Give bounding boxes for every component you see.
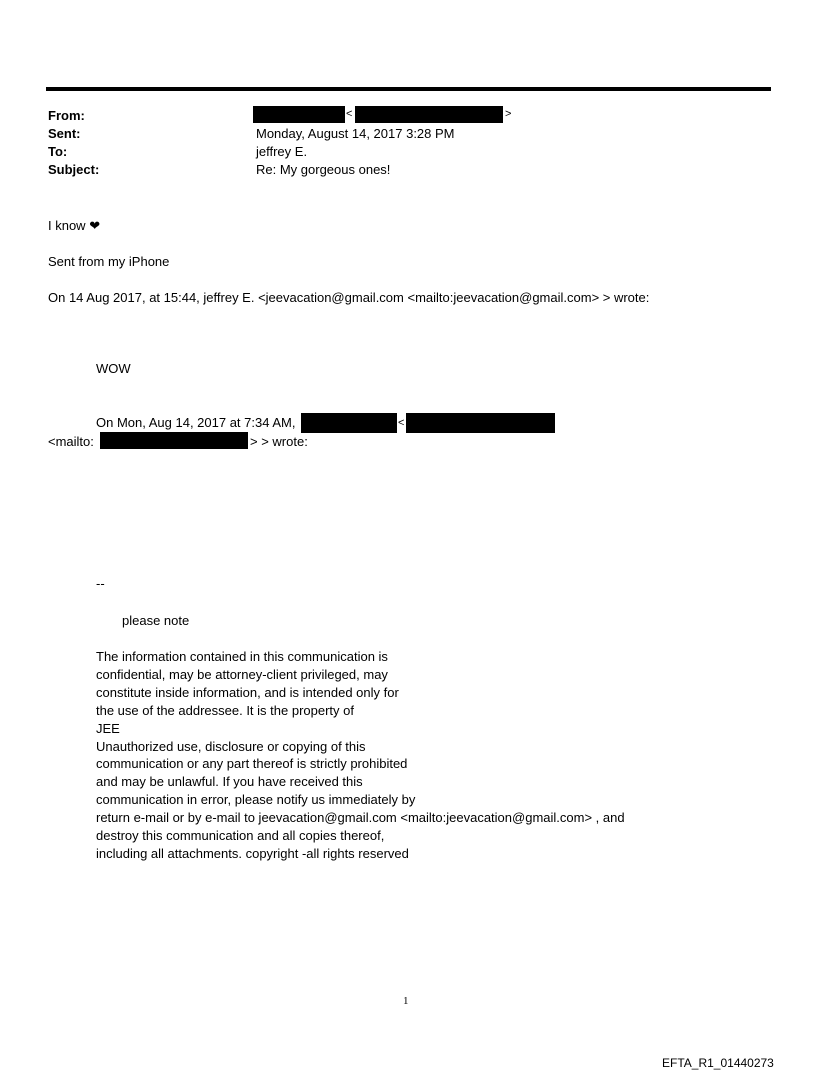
notice-line: communication in error, please notify us immediately by [96,792,416,808]
sent-value: Monday, August 14, 2017 3:28 PM [256,126,455,141]
quote2-angle-open: < [398,417,405,429]
notice-line: constitute inside information, and is intended only for [96,684,399,700]
quote-header-2: On Mon, Aug 14, 2017 at 7:34 AM, [96,415,296,430]
redacted-email-2 [406,413,555,433]
body-text: I know [48,218,86,233]
from-label: From: [48,108,85,123]
subject-label: Subject: [48,162,100,177]
heart-icon: ❤ [89,218,101,233]
redacted-sender-name [253,106,345,123]
signature-separator: -- [96,576,105,591]
from-angle-close: > [505,108,512,120]
quote2-mailto: <mailto: [48,434,94,449]
quote2-wrote: > > wrote: [250,434,308,449]
redacted-name-2 [301,413,397,433]
header-divider [46,87,771,91]
redacted-email-3 [100,432,248,449]
signature-line: Sent from my iPhone [48,254,170,269]
confidentiality-notice [96,648,625,863]
page-number: 1 [403,995,409,1007]
quoted-wow: WOW [96,361,131,376]
redacted-sender-email [355,106,503,123]
please-note: please note [122,613,190,628]
notice-line: confidential, may be attorney-client privileged, may [96,666,388,682]
notice-line: communication or any part thereof is strictly prohibited [96,756,408,772]
notice-line: including all attachments. copyright -all rights reserved [96,845,409,861]
sent-label: Sent: [48,126,81,141]
document-id: EFTA_R1_01440273 [662,1056,774,1070]
notice-line: return e-mail or by e-mail to jeevacation@gmail.com <mailto:jeevacation@gmail.com> , and [96,810,625,826]
notice-line: Unauthorized use, disclosure or copying of this [96,738,366,754]
notice-line: JEE [96,720,120,736]
to-label: To: [48,144,68,159]
notice-line: destroy this communication and all copies thereof, [96,828,385,844]
quote-header-1: On 14 Aug 2017, at 15:44, jeffrey E. <jeevacation@gmail.com <mailto:jeevacation@gmail.com> > wrote: [48,290,650,305]
subject-value: Re: My gorgeous ones! [256,162,391,177]
notice-line: the use of the addressee. It is the property of [96,702,354,718]
to-value: jeffrey E. [256,144,308,159]
notice-line: and may be unlawful. If you have received this [96,774,363,790]
from-angle-open: < [346,108,353,120]
body-line-1 [48,218,100,234]
notice-line: The information contained in this communication is [96,649,388,664]
